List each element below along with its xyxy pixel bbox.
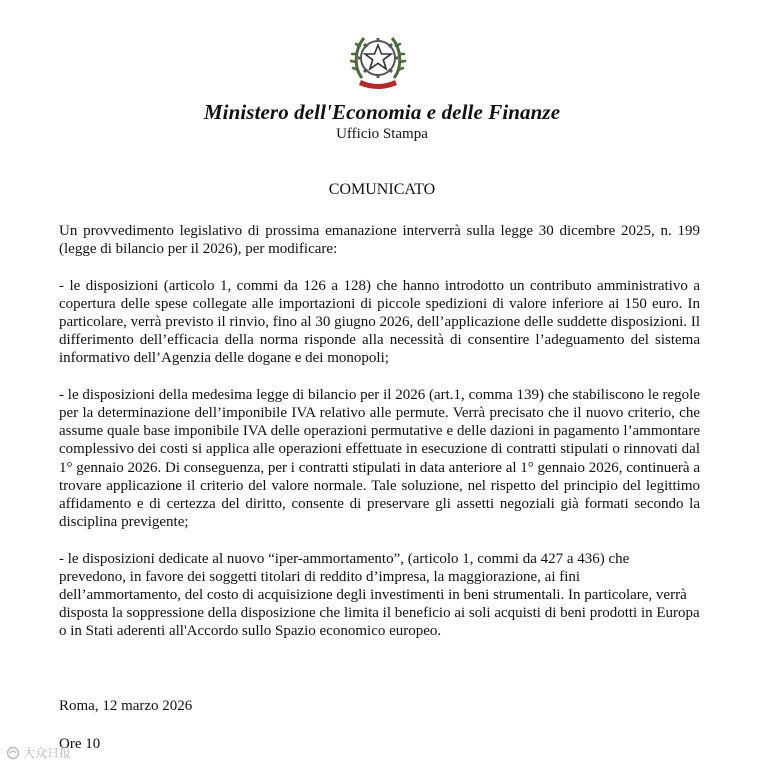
italian-republic-emblem-icon (348, 24, 408, 92)
release-time: Ore 10 (59, 736, 101, 752)
list-item: - le disposizioni dedicate al nuovo “iper-ammortamento”, (articolo 1, commi da 427 a 436) che prevedono, in favore dei soggetti titolari di reddito d’impresa, la maggiorazione, ai fini dell’ammortamento, del costo di acquisizione degli investimenti in beni strumentali. In particolare, verrà disposta la soppressione della disposizione che limita il beneficio ai soli acquisti di beni prodotti in Europa o in Stati aderenti all'Accordo sullo Spazio economico europeo. (59, 550, 700, 640)
document-title: COMUNICATO (328, 181, 436, 198)
watermark-text: 大众日报 (23, 746, 72, 760)
press-office: Ufficio Stampa (336, 126, 428, 142)
intro-paragraph: Un provvedimento legislativo di prossima emanazione interverrà sulla legge 30 dicembre 2025, n. 199 (legge di bilancio per il 2026), per modificare: (59, 223, 700, 258)
ministry-name: Ministero dell'Economia e delle Finanze (203, 100, 561, 124)
place-date: Roma, 12 marzo 2026 (59, 698, 193, 714)
watermark-logo-icon (6, 746, 20, 760)
document-body (59, 222, 700, 659)
list-item: - le disposizioni (articolo 1, commi da 126 a 128) che hanno introdotto un contributo amministrativo a copertura delle spese collegate alle importazioni di piccole spedizioni di valore inferiore ai 150 euro. In particolare, verrà previsto il rinvio, fino al 30 giugno 2026, dell’applicazione delle suddette disposizioni. Il differimento dell’efficacia della norma risponde alla necessità di consentire l’adeguamento del sistema informativo dell’Agenzia delle dogane e dei monopoli; (59, 277, 700, 367)
list-item: - le disposizioni della medesima legge di bilancio per il 2026 (art.1, comma 139) che stabiliscono le regole per la determinazione dell’imponibile IVA relativo alle permute. Verrà precisato che il nuovo criterio, che assume quale base imponibile IVA delle operazioni permutative e delle dazioni in pagamento l’ammontare complessivo dei costi si applica alle operazioni effettuate in esecuzione di contratti stipulati o rinnovati dal 1° gennaio 2026. Di conseguenza, per i contratti stipulati in data anteriore al 1° gennaio 2026, continuerà a trovare applicazione il criterio del valore normale. Tale soluzione, nel rispetto del principio del legittimo affidamento e di certezza del diritto, consente di preservare gli assetti negoziali già formati secondo la disciplina previgente; (59, 386, 700, 531)
watermark (6, 744, 71, 761)
